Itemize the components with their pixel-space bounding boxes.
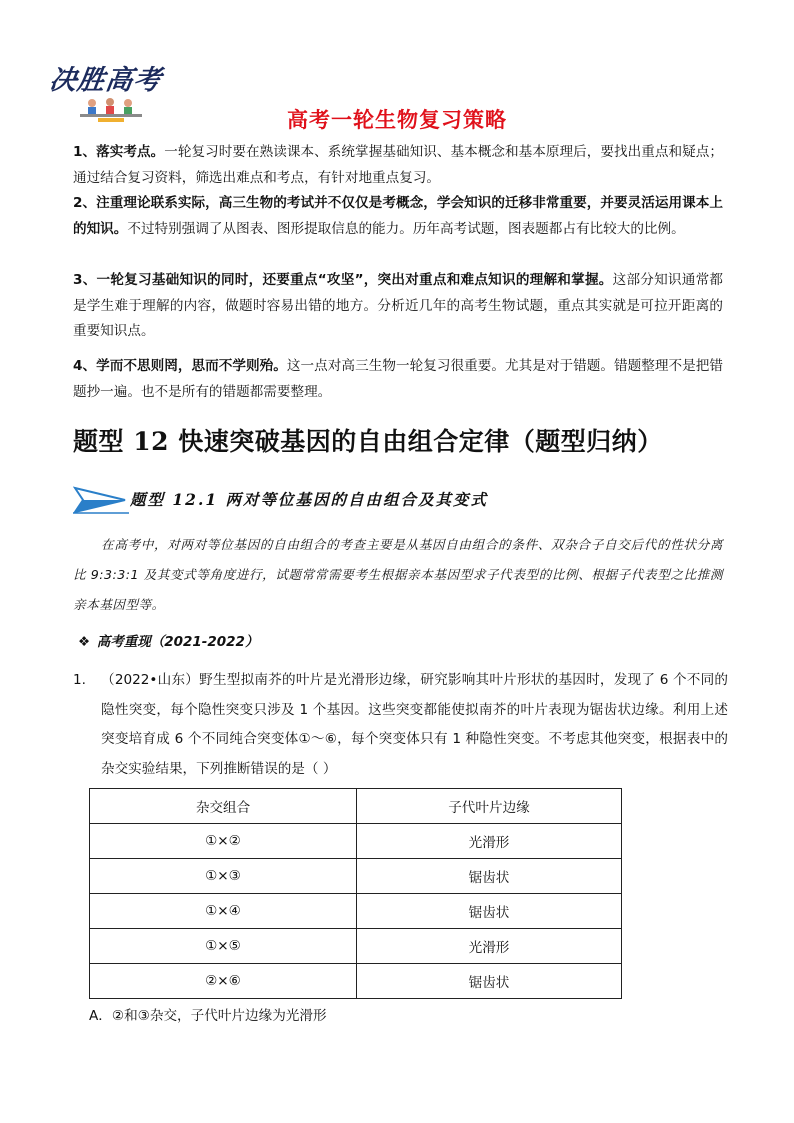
table-row — [90, 929, 622, 964]
table-row — [90, 824, 622, 859]
question-text: （2022•山东）野生型拟南芥的叶片是光滑形边缘，研究影响其叶片形状的基因时，发现了 6 个不同的隐性突变，每个隐性突变只涉及 1 个基因。这些突变都能使拟南芥的叶片表现为锯齿状边缘。利用上述突变培育成 6 个不同纯合突变体①～⑥，每个突变体只有 1 种隐性突变。不考虑其他突变，根据表中的杂交实验结果，下列推断错误的是（ ） — [101, 672, 728, 777]
bullet-heading — [78, 630, 258, 650]
strategy-paragraph-4 — [73, 354, 723, 405]
question-number: 1. — [73, 672, 86, 688]
table-row — [90, 859, 622, 894]
table-row — [90, 964, 622, 999]
table-cell-result: 锯齿状 — [357, 894, 622, 929]
table-row — [90, 894, 622, 929]
logo-text: 决胜高考 — [47, 65, 164, 96]
strategy-lead: 1、落实考点。 — [73, 144, 165, 160]
table-cell-result: 光滑形 — [357, 824, 622, 859]
strategy-text: 这部分知识通常都是学生难于理解的内容，做题时容易出错的地方。分析近几年的高考生物试题，重点其实就是可拉开距离的重要知识点。 — [73, 272, 724, 340]
table-cell-result: 锯齿状 — [357, 964, 622, 999]
bullet-heading-text: 高考重现（2021-2022） — [96, 634, 259, 650]
table-header-cell: 杂交组合 — [90, 789, 357, 824]
section-title: 题型 12 快速突破基因的自由组合定律（题型归纳） — [73, 427, 663, 456]
table-cell-cross: ②×⑥ — [90, 964, 357, 999]
subsection-title: 题型 12.1 两对等位基因的自由组合及其变式 — [130, 490, 489, 509]
diamond-bullet-icon: ❖ — [78, 634, 91, 650]
table-header-row — [90, 789, 622, 824]
subsection-banner — [73, 484, 733, 514]
strategy-text: 这一点对高三生物一轮复习很重要。尤其是对于错题。错题整理不是把错题抄一遍。也不是所有的错题都需要整理。 — [73, 358, 723, 400]
strategy-lead: 2、注重理论联系实际，高三生物的考试并不仅仅是考概念，学会知识的迁移非常重要，并要灵活运用课本上的知识。 — [73, 195, 723, 237]
table-cell-result: 光滑形 — [357, 929, 622, 964]
table-cell-result: 锯齿状 — [357, 859, 622, 894]
strategy-text: 不过特别强调了从图表、图形提取信息的能力。历年高考试题，图表题都占有比较大的比例。 — [127, 220, 685, 237]
table-cell-cross: ①×④ — [90, 894, 357, 929]
intro-paragraph: 在高考中，对两对等位基因的自由组合的考查主要是从基因自由组合的条件、双杂合子自交后代的性状分离比 9:3:3:1 及其变式等角度进行，试题常常需要考生根据亲本基因型求子代表型的比例、根据子代表型之比推测亲本基因型等。 — [73, 537, 723, 612]
strategy-paragraph-3 — [73, 268, 723, 345]
strategy-paragraph-2 — [73, 191, 723, 242]
question-1 — [73, 666, 728, 784]
strategy-lead: 3、一轮复习基础知识的同时，还要重点“攻坚”，突出对重点和难点知识的理解和掌握。 — [73, 272, 613, 288]
page-title: 高考一轮生物复习策略 — [287, 108, 507, 132]
answer-option-a: A．②和③杂交，子代叶片边缘为光滑形 — [89, 1008, 327, 1024]
strategy-lead: 4、学而不思则罔，思而不学则殆。 — [73, 358, 287, 374]
cross-results-table — [89, 788, 622, 999]
table-cell-cross: ①×② — [90, 824, 357, 859]
table-cell-cross: ①×⑤ — [90, 929, 357, 964]
strategy-text: 一轮复习时要在熟读课本、系统掌握基础知识、基本概念和基本原理后，要找出重点和疑点；通过结合复习资料，筛选出难点和考点，有针对地重点复习。 — [73, 144, 723, 186]
table-cell-cross: ①×③ — [90, 859, 357, 894]
strategy-paragraph-1 — [73, 140, 723, 191]
arrow-banner-icon — [73, 484, 129, 514]
table-header-cell: 子代叶片边缘 — [357, 789, 622, 824]
